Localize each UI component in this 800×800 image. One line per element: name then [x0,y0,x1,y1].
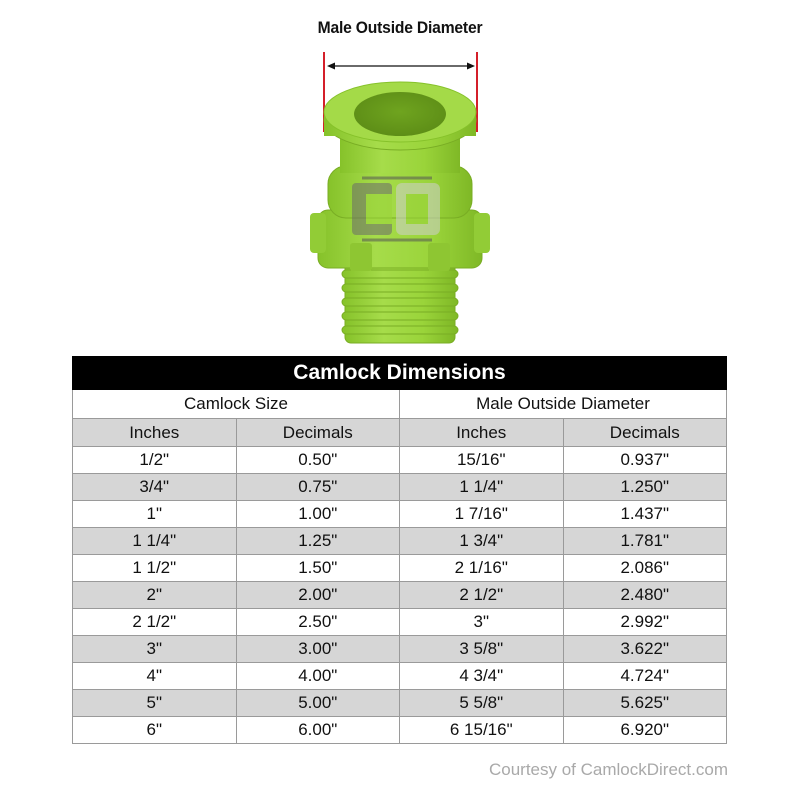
camlock-adapter-image [300,78,500,348]
table-row [73,609,727,636]
table-cell: 6.920" [563,717,727,744]
table-cell: 6 15/16" [400,717,564,744]
table-cell: 1 3/4" [400,528,564,555]
column-header: Decimals [236,419,400,447]
table-cell: 3.00" [236,636,400,663]
table-row [73,447,727,474]
table-cell: 5" [73,690,237,717]
table-cell: 4.00" [236,663,400,690]
table-row [73,582,727,609]
diagram-title: Male Outside Diameter [317,18,483,37]
table-cell: 2" [73,582,237,609]
table-cell: 1.250" [563,474,727,501]
table-cell: 1 7/16" [400,501,564,528]
column-header: Inches [73,419,237,447]
column-header: Decimals [563,419,727,447]
table-cell: 5 5/8" [400,690,564,717]
table-cell: 1.00" [236,501,400,528]
table-row [73,663,727,690]
table-cell: 5.625" [563,690,727,717]
table-row [73,528,727,555]
table-row [73,501,727,528]
table-cell: 0.50" [236,447,400,474]
table-row [73,717,727,744]
table-cell: 1 1/4" [73,528,237,555]
courtesy-credit: Courtesy of CamlockDirect.com [488,760,728,779]
table-cell: 6.00" [236,717,400,744]
column-header: Inches [400,419,564,447]
table-cell: 3" [400,609,564,636]
table-cell: 2 1/2" [400,582,564,609]
threads [342,263,458,343]
table-cell: 4" [73,663,237,690]
double-arrow-icon [327,60,475,72]
table-row [73,555,727,582]
table-cell: 1/2" [73,447,237,474]
table-cell: 2.50" [236,609,400,636]
table-row [73,474,727,501]
table-cell: 0.75" [236,474,400,501]
table-row [73,690,727,717]
table-cell: 2 1/2" [73,609,237,636]
camlock-dimensions-table [72,356,727,744]
table-cell: 1.25" [236,528,400,555]
table-cell: 1.781" [563,528,727,555]
table-cell: 3" [73,636,237,663]
table-cell: 0.937" [563,447,727,474]
table-cell: 15/16" [400,447,564,474]
table-cell: 1.50" [236,555,400,582]
table-cell: 1 1/2" [73,555,237,582]
table-cell: 1 1/4" [400,474,564,501]
table-title: Camlock Dimensions [73,357,727,390]
table-cell: 4 3/4" [400,663,564,690]
table-cell: 2.480" [563,582,727,609]
table-cell: 2.00" [236,582,400,609]
table-cell: 3/4" [73,474,237,501]
table-cell: 5.00" [236,690,400,717]
table-cell: 3.622" [563,636,727,663]
table-cell: 1" [73,501,237,528]
table-cell: 3 5/8" [400,636,564,663]
table-cell: 4.724" [563,663,727,690]
group-header-camlock-size: Camlock Size [73,390,400,419]
table-row [73,636,727,663]
table-cell: 1.437" [563,501,727,528]
table-cell: 2.086" [563,555,727,582]
table-cell: 2.992" [563,609,727,636]
group-header-male-od: Male Outside Diameter [400,390,727,419]
table-cell: 6" [73,717,237,744]
table-cell: 2 1/16" [400,555,564,582]
